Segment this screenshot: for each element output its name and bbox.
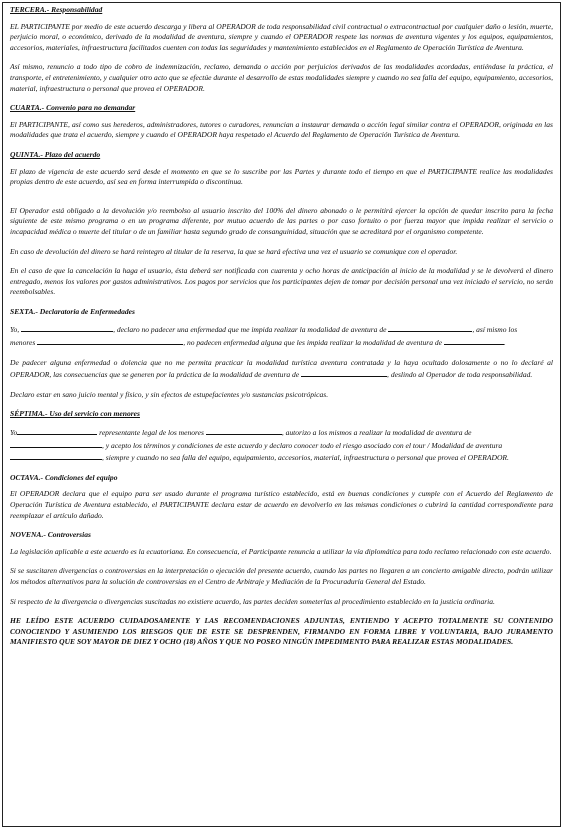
section-title-septima: SÉPTIMA.- Uso del servicio con menores [10, 409, 140, 419]
quinta-paragraph-1: El plazo de vigencia de este acuerdo será desde el momento en que se lo suscribe por las Partes y durante todo el tiempo en que el PARTICIPANTE realice las modalidades propias dentro de este acuerdo, así sea en forma interrumpida o discontinua. [10, 166, 553, 187]
septima-text: Yo [10, 428, 18, 438]
activity-blank-field[interactable] [10, 451, 102, 460]
tercera-paragraph-1: EL PARTICIPANTE por medio de este acuerdo descarga y libera al OPERADOR de toda responsabilidad civil contractual o extracontractual por cualquier daño o lesión, muerte, perjuicio moral, o económico, derivado de la modalidad de aventura, siempre y cuando el OPERADOR respete las normas de aventura vigentes y los equipos, equipamientos, accesorios, materiales, infraestructura facilitados cuenten con todas las seguridades y mantenimiento establecidos en el Reglamento de Operación Turística de Aventura. [10, 21, 553, 52]
activity-blank-field[interactable] [301, 368, 387, 377]
minors-blank-field[interactable] [206, 426, 282, 435]
septima-text: , siempre y cuando no sea falla del equipo, equipamiento, accesorios, material, infraestructura o personal que provea el OPERADOR. [102, 453, 509, 463]
sexta-text: Yo, [10, 325, 22, 335]
sexta-paragraph-2 [10, 358, 553, 381]
final-declaration: HE LEÍDO ESTE ACUERDO CUIDADOSAMENTE Y LAS RECOMENDACIONES ADJUNTAS, ENTIENDO Y ACEPTO TOTALMENTE SU CONTENIDO CONOCIENDO Y ASUMIENDO LOS RIESGOS QUE DE ESTE SE DESPRENDEN, FIRMANDO EN FORMA LIBRE Y VOLUNTARIA, BAJO JURAMENTO MANIFIESTO QUE SOY MAYOR DE DIEZ Y OCHO (18) AÑOS Y QUE NO POSEO NINGÚN IMPEDIMENTO PARA REALIZAR ESTAS MODALIDADES. [10, 616, 553, 647]
septima-text: , y acepto los términos y condiciones de este acuerdo y declaro conocer todo el riesgo asociado con el tour / Modalidad de aventura [102, 440, 503, 450]
novena-paragraph-1: La legislación aplicable a este acuerdo es la ecuatoriana. En consecuencia, el Participante renuncia a utilizar la vía diplomática para todo reclamo relacionado con este acuerdo. [10, 546, 552, 556]
sexta-text: , así mismo los [472, 325, 518, 335]
document-page [2, 2, 561, 827]
section-title-novena: NOVENA.- Controversias [10, 530, 91, 540]
section-title-sexta: SEXTA.- Declaratoria de Enfermedades [10, 306, 135, 316]
sexta-paragraph-3: Declaro estar en sano juicio mental y físico, y sin efectos de estupefacientes y/o sustancias psicotrópicas. [10, 389, 329, 399]
sexta-text: . [503, 338, 506, 348]
name-blank-field[interactable] [17, 426, 97, 435]
septima-text: representante legal de los menores [97, 428, 206, 438]
section-title-tercera: TERCERA.- Responsabilidad [10, 5, 103, 14]
activity-blank-field[interactable] [10, 439, 102, 448]
quinta-paragraph-3: En caso de devolución del dinero se hará reintegro al titular de la reserva, la que se hará efectiva una vez el usuario se comunique con el operador. [10, 246, 458, 256]
sexta-declaration-lines [10, 323, 553, 348]
cuarta-paragraph-1: El PARTICIPANTE, así como sus herederos, administradores, tutores o curadores, renuncian a instaurar demanda o acción legal similar contra el OPERADOR, originada en las modalidades que trata el acuerdo, siempre y cuando el OPERADOR haya respetado el Acuerdo del Reglamento de Operación Turística de Aventura. [10, 119, 553, 140]
tercera-paragraph-2: Así mismo, renuncio a todo tipo de cobro de indemnización, reclamo, demanda o acción por perjuicios derivados de las modalidades acordadas, entiéndase la práctica, el transporte, el entretenimiento, y cualquier otro acto que se efectúe durante el desarrollo de estas modalidades siempre y cuando no sea falla del equipo, equipamiento, accesorios, material, infraestructura o personal que provea el OPERADOR. [10, 62, 553, 93]
novena-paragraph-3: Si respecto de la divergencia o divergencias suscitadas no existiere acuerdo, las partes deciden someterlas al procedimiento establecido en la justicia ordinaria. [10, 596, 495, 606]
septima-text: , autorizo a los mismos a realizar la modalidad de aventura de [281, 428, 472, 438]
section-title-quinta: QUINTA.- Plazo del acuerdo [10, 149, 101, 159]
sexta-text: , declaro no padecer una enfermedad que me impida realizar la modalidad de aventura de [113, 325, 389, 335]
quinta-paragraph-2: El Operador está obligado a la devolución y/o reembolso al usuario inscrito del 100% del dinero abonado o le permitirá ejercer la opción de quedar inscrito para la fecha siguiente de este mismo programa o en un programa diferente, por mutuo acuerdo de las partes o por caso fortuito o por fuerza mayor que impida realizar el servicio o incapacidad médica o muerte del titular o de un familiar hasta segundo grado de consanguinidad, situación que se acreditará por el organismo competente. [10, 205, 553, 236]
sexta-text: menores [10, 338, 38, 348]
sexta-text: , no padecen enfermedad alguna que les impida realizar la modalidad de aventura de [183, 338, 444, 348]
octava-paragraph-1: El OPERADOR declara que el equipo para ser usado durante el programa turístico establecido, está en buenas condiciones y cumple con el Acuerdo del Reglamento de Operación Turística de Aventura establecido, el PARTICIPANTE declara estar de acuerdo en devolverlo en las mismas condiciones o cubrirá la cantidad correspondiente para reemplazar el artículo dañado. [10, 489, 553, 520]
activity-blank-field[interactable] [388, 323, 472, 332]
name-blank-field[interactable] [21, 323, 113, 332]
quinta-paragraph-4: En el caso de que la cancelación la haga el usuario, ésta deberá ser notificada con cuarenta y ocho horas de anticipación al inicio de la modalidad y se le devolverá el dinero entregado, menos los valores por gastos administrativos. Los pagos por servicios que los participantes dejen de tomar por decisión personal una vez iniciado el servicio, no serán reembolsables. [10, 266, 553, 297]
sexta-text: , deslindo al Operador de toda responsabilidad. [387, 370, 533, 380]
sexta-text: De padecer alguna enfermedad o dolencia que no me permita practicar la modalidad turística aventura contratada y la haya ocultado dolosamente o no lo declaré al OPERADOR, las consecuencias que se generen por la práctica de la modalidad de aventura de [10, 357, 553, 380]
minors-blank-field[interactable] [37, 336, 183, 345]
septima-lines [10, 426, 553, 464]
section-title-cuarta: CUARTA.- Convenio para no demandar [10, 103, 136, 113]
activity-blank-field[interactable] [444, 336, 506, 348]
section-title-octava: OCTAVA.- Condiciones del equipo [10, 472, 118, 482]
novena-paragraph-2: Si se suscitaren divergencias o controversias en la interpretación o ejecución del presente acuerdo, cuando las partes no llegaren a un concierto amigable directo, podrán utilizar los métodos alternativos para la solución de controversias en el Centro de Arbitraje y Mediación de la Procuraduría General del Estado. [10, 566, 553, 586]
